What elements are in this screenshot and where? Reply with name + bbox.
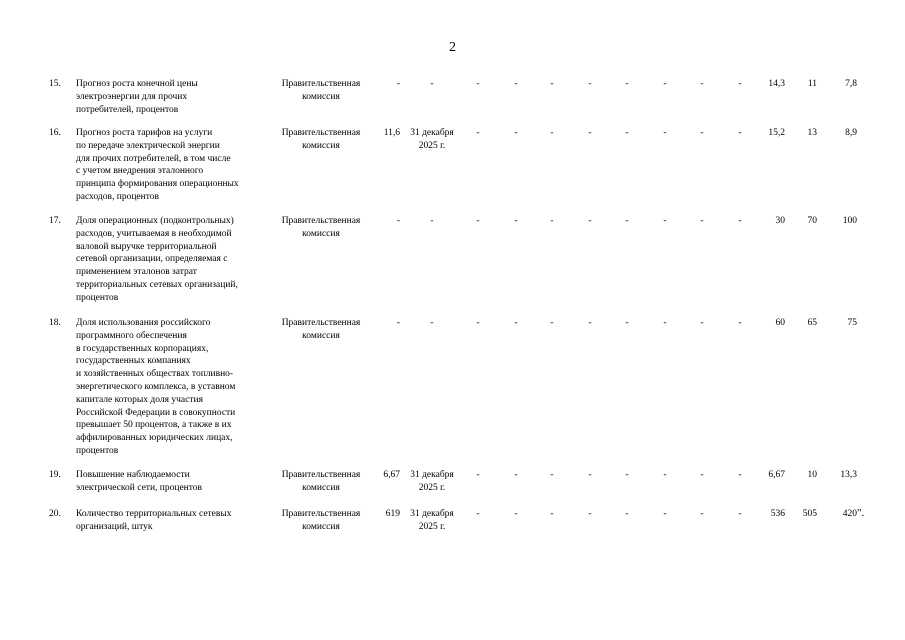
year-value: - xyxy=(738,79,742,89)
target-value-3: 75 xyxy=(847,318,857,328)
year-value: - xyxy=(588,128,592,138)
base-value: 6,67 xyxy=(383,470,400,480)
target-value-2: 13 xyxy=(807,128,817,138)
base-value: 619 xyxy=(385,509,400,519)
target-value-3: 8,9 xyxy=(845,128,857,138)
year-value: - xyxy=(514,79,518,89)
year-value: - xyxy=(625,128,629,138)
year-value: - xyxy=(588,470,592,480)
target-value-1: 15,2 xyxy=(768,128,785,138)
base-date: - xyxy=(430,216,434,226)
base-value: 11,6 xyxy=(383,128,400,138)
row-number: 19. xyxy=(49,470,61,480)
year-value: - xyxy=(588,318,592,328)
year-value: - xyxy=(514,470,518,480)
year-value: - xyxy=(625,79,629,89)
base-date: 31 декабря 2025 г. xyxy=(410,470,454,493)
year-value: - xyxy=(738,216,742,226)
year-value: - xyxy=(700,470,704,480)
responsible-body: Правительственная комиссия xyxy=(281,509,361,532)
target-value-1: 30 xyxy=(775,216,785,226)
year-value: - xyxy=(514,216,518,226)
base-value: - xyxy=(396,216,400,226)
indicator-name: Количество территориальных сетевых организаций, штук xyxy=(76,509,232,532)
target-value-3: 7,8 xyxy=(845,79,857,89)
year-value: - xyxy=(663,509,667,519)
responsible-body: Правительственная комиссия xyxy=(281,79,361,102)
row-number: 20. xyxy=(49,509,61,519)
year-value: - xyxy=(588,216,592,226)
year-value: - xyxy=(625,318,629,328)
target-value-2: 505 xyxy=(802,509,817,519)
responsible-body: Правительственная комиссия xyxy=(281,216,361,239)
target-value-2: 10 xyxy=(807,470,817,480)
year-value: - xyxy=(738,470,742,480)
row-number: 16. xyxy=(49,128,61,138)
year-value: - xyxy=(738,509,742,519)
target-value-2: 70 xyxy=(807,216,817,226)
target-value-1: 14,3 xyxy=(768,79,785,89)
year-value: - xyxy=(625,509,629,519)
page-number: 2 xyxy=(449,40,456,55)
year-value: - xyxy=(514,128,518,138)
responsible-body: Правительственная комиссия xyxy=(281,128,361,151)
year-value: - xyxy=(738,128,742,138)
year-value: - xyxy=(514,509,518,519)
target-value-2: 65 xyxy=(807,318,817,328)
year-value: - xyxy=(625,216,629,226)
year-value: - xyxy=(700,318,704,328)
indicator-name: Прогноз роста конечной цены электроэнергии для прочих потребителей, процентов xyxy=(76,79,198,115)
target-value-2: 11 xyxy=(807,79,817,89)
year-value: - xyxy=(588,509,592,519)
year-value: - xyxy=(476,509,480,519)
base-value: - xyxy=(396,318,400,328)
year-value: - xyxy=(514,318,518,328)
year-value: - xyxy=(663,79,667,89)
indicator-name: Повышение наблюдаемости электрической сети, процентов xyxy=(76,470,203,493)
year-value: - xyxy=(550,470,554,480)
year-value: - xyxy=(550,216,554,226)
year-value: - xyxy=(476,128,480,138)
base-date: - xyxy=(430,318,434,328)
base-date: - xyxy=(430,79,434,89)
year-value: - xyxy=(663,216,667,226)
base-date: 31 декабря 2025 г. xyxy=(410,509,454,532)
year-value: - xyxy=(476,318,480,328)
year-value: - xyxy=(700,79,704,89)
year-value: - xyxy=(700,509,704,519)
base-date: 31 декабря 2025 г. xyxy=(410,128,454,151)
year-value: - xyxy=(588,79,592,89)
base-value: - xyxy=(396,79,400,89)
year-value: - xyxy=(550,79,554,89)
year-value: - xyxy=(700,216,704,226)
row-number: 15. xyxy=(49,79,61,89)
indicator-name: Доля операционных (подконтрольных) расходов, учитываемая в необходимой валовой выручке территориальной сетевой организации, определяемая с применением эталонов затрат территориальных сетевых организаций, процентов xyxy=(76,216,238,303)
year-value: - xyxy=(550,128,554,138)
responsible-body: Правительственная комиссия xyxy=(281,470,361,493)
year-value: - xyxy=(625,470,629,480)
closing-quote-mark: ". xyxy=(857,507,865,519)
year-value: - xyxy=(700,128,704,138)
responsible-body: Правительственная комиссия xyxy=(281,318,361,341)
target-value-1: 6,67 xyxy=(768,470,785,480)
year-value: - xyxy=(476,470,480,480)
year-value: - xyxy=(663,318,667,328)
target-value-3: 13,3 xyxy=(840,470,857,480)
target-value-1: 60 xyxy=(775,318,785,328)
year-value: - xyxy=(550,318,554,328)
year-value: - xyxy=(476,79,480,89)
target-value-3: 100 xyxy=(842,216,857,226)
target-value-3: 420 xyxy=(842,509,857,519)
row-number: 17. xyxy=(49,216,61,226)
row-number: 18. xyxy=(49,318,61,328)
year-value: - xyxy=(663,470,667,480)
year-value: - xyxy=(550,509,554,519)
indicator-name: Доля использования российского программного обеспечения в государственных корпорациях, государственных компаниях и хозяйственных обществах топливно- энергетического комплекса, в уставном капитале которых доля участия Российской Федерации в совокупности превышает 50 процентов, а также в их аффилированных юридических лицах, процентов xyxy=(76,318,236,456)
indicator-name: Прогноз роста тарифов на услуги по передаче электрической энергии для прочих потребителей, в том числе с учетом внедрения эталонного принципа формирования операционных расходов, процентов xyxy=(76,128,239,202)
year-value: - xyxy=(663,128,667,138)
year-value: - xyxy=(738,318,742,328)
year-value: - xyxy=(476,216,480,226)
target-value-1: 536 xyxy=(770,509,785,519)
